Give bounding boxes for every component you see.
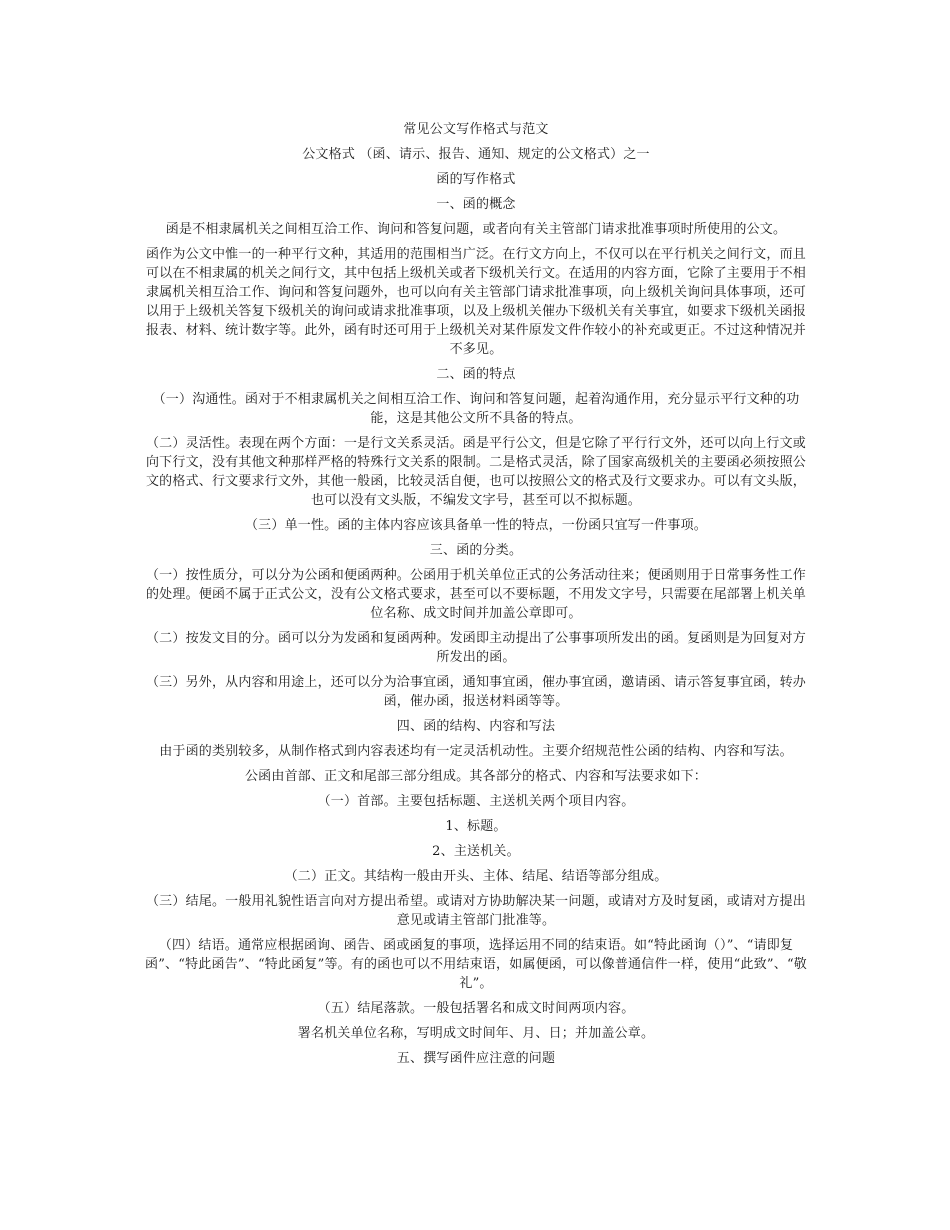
document-heading: 函的写作格式 — [436, 172, 516, 187]
section-heading-structure: 四、函的结构、内容和写法 — [396, 719, 556, 734]
paragraph-structure-seal: 署名机关单位名称，写明成文时间年、月、日；并加盖公章。 — [297, 1026, 655, 1041]
paragraph-structure-closing: （四）结语。通常应根据函询、函告、函或函复的事项，选择运用不同的结束语。如“特此函询（）”、“请即复函”、“特此函告”、“特此函复”等。有的函也可以不用结束语，如属便函，可以像普通信件一样，使用“此致”、“敬礼”。 — [145, 938, 807, 991]
paragraph-structure-title: 1、标题。 — [445, 819, 507, 834]
paragraph-structure-signature: （五）结尾落款。一般包括署名和成文时间两项内容。 — [317, 1001, 635, 1016]
paragraph-structure-head: （一）首部。主要包括标题、主送机关两个项目内容。 — [317, 794, 635, 809]
section-heading-classification: 三、函的分类。 — [429, 543, 523, 558]
paragraph-feature-communication: （一）沟通性。函对于不相隶属机关之间相互洽工作、询问和答复问题，起着沟通作用，充分显示平行文种的功能，这是其他公文所不具备的特点。 — [152, 392, 800, 426]
paragraph-structure-body: （二）正文。其结构一般由开头、主体、结尾、结语等部分组成。 — [284, 869, 668, 884]
paragraph-usage: 函作为公文中惟一的一种平行文种，其适用的范围相当广泛。在行文方向上，不仅可以在平行机关之间行文，而且可以在不相隶属的机关之间行文，其中包括上级机关或者下级机关行文。在适用的内容方面，它除了主要用于不相隶属机关相互洽工作、询问和答复问题外，也可以向有关主管部门请求批准事项，向上级机关询问具体事项，还可以用于上级机关答复下级机关的询问或请求批准事项，以及上级机关催办下级机关有关事宜，如要求下级机关函报报表、材料、统计数字等。此外，函有时还可用于上级机关对某件原发文件作较小的补充或更正。不过这种情况并不多见。 — [145, 247, 806, 357]
paragraph-structure-recipient: 2、主送机关。 — [432, 844, 520, 859]
document-title: 常见公文写作格式与范文 — [403, 122, 549, 137]
section-heading-concept: 一、函的概念 — [436, 197, 516, 212]
section-heading-notes: 五、撰写函件应注意的问题 — [396, 1051, 556, 1066]
document-subtitle: 公文格式 （函、请示、报告、通知、规定的公文格式）之一 — [302, 147, 650, 162]
document-page — [140, 120, 812, 1068]
section-heading-features: 二、函的特点 — [436, 367, 516, 382]
paragraph-feature-flexibility: （二）灵活性。表现在两个方面：一是行文关系灵活。函是平行公文，但是它除了平行行文外，还可以向上行文或向下行文，没有其他文种那样严格的特殊行文关系的限制。二是格式灵活，除了国家高级机关的主要函必须按照公文的格式、行文要求行文外，其他一般函，比较灵活自便，也可以按照公文的格式及行文要求办。可以有文头版，也可以没有文头版，不编发文字号，甚至可以不拟标题。 — [145, 436, 806, 508]
paragraph-definition: 函是不相隶属机关之间相互洽工作、询问和答复问题，或者向有关主管部门请求批准事项时所使用的公文。 — [165, 222, 787, 237]
paragraph-class-by-nature: （一）按性质分，可以分为公函和便函两种。公函用于机关单位正式的公务活动往来；便函则用于日常事务性工作的处理。便函不属于正式公文，没有公文格式要求，甚至可以不要标题，不用发文字号，只需要在尾部署上机关单位名称、成文时间并加盖公章即可。 — [145, 568, 806, 621]
paragraph-structure-ending: （三）结尾。一般用礼貌性语言向对方提出希望。或请对方协助解决某一问题，或请对方及时复函，或请对方提出意见或请主管部门批准等。 — [145, 894, 806, 928]
paragraph-class-by-purpose: （二）按发文目的分。函可以分为发函和复函两种。发函即主动提出了公事事项所发出的函。复函则是为回复对方所发出的函。 — [145, 631, 806, 665]
paragraph-feature-singularity: （三）单一性。函的主体内容应该具备单一性的特点，一份函只宜写一件事项。 — [244, 518, 707, 533]
paragraph-class-by-content: （三）另外，从内容和用途上，还可以分为洽事宜函，通知事宜函，催办事宜函，邀请函、请示答复事宜函，转办函，催办函，报送材料函等等。 — [145, 675, 806, 709]
paragraph-structure-intro: 由于函的类别较多，从制作格式到内容表述均有一定灵活机动性。主要介绍规范性公函的结构、内容和写法。 — [159, 744, 793, 759]
paragraph-structure-parts: 公函由首部、正文和尾部三部分组成。其各部分的格式、内容和写法要求如下： — [244, 769, 707, 784]
